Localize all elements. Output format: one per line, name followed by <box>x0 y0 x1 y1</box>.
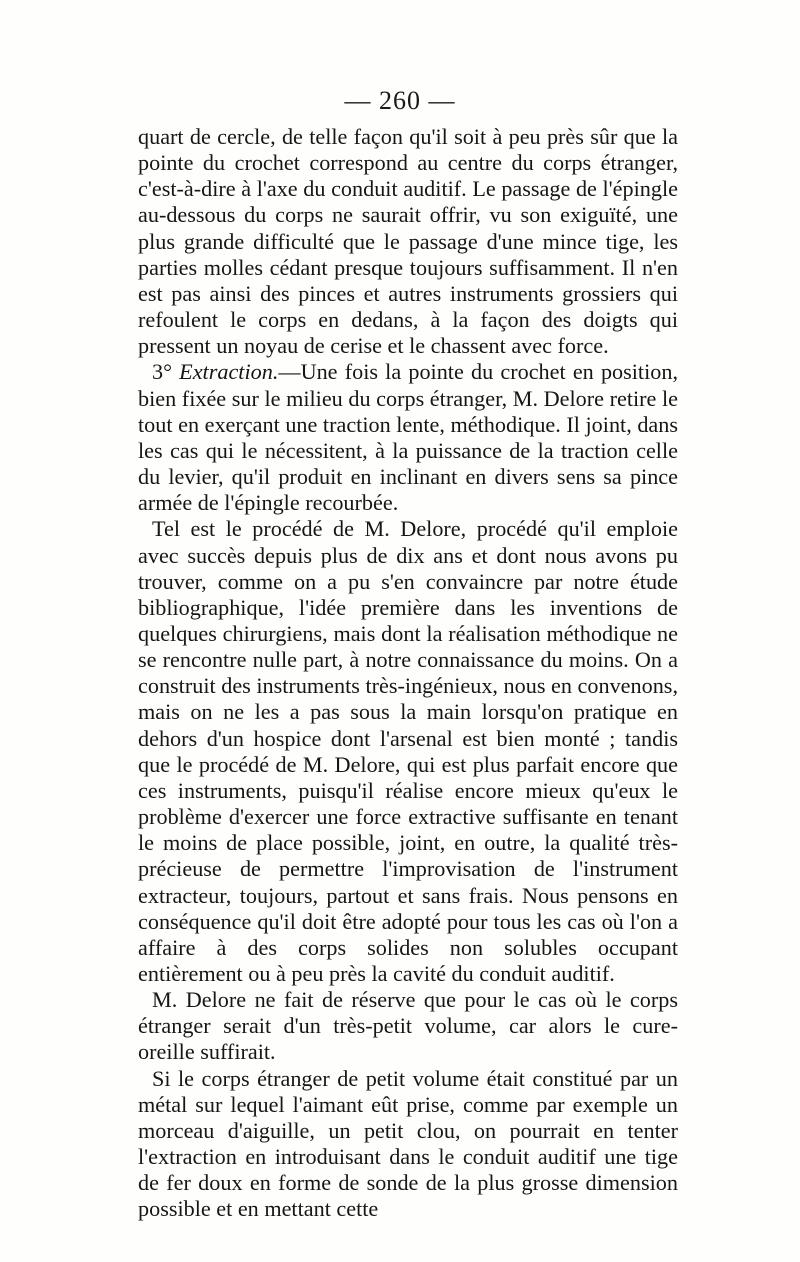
paragraph-continuation: quart de cercle, de telle façon qu'il soit à peu près sûr que la pointe du crochet correspond au centre du corps étranger, c'est-à-dire à l'axe du conduit auditif. Le passage de l'épingle au-dessous du corps ne saurait offrir, vu son exiguïté, une plus grande difficulté que le passage d'une mince tige, les parties molles cédant presque toujours suffisamment. Il n'en est pas ainsi des pinces et autres instruments grossiers qui refoulent le corps en dedans, à la façon des doigts qui pressent un noyau de cerise et le chassent avec force. <box>138 124 678 359</box>
section-text: —Une fois la pointe du crochet en position, bien fixée sur le milieu du corps étranger, M. Delore retire le tout en exerçant une traction lente, méthodique. Il joint, dans les cas qui le nécessitent, à la puissance de la traction celle du levier, qu'il produit en inclinant en divers sens sa pince armée de l'épingle recourbée. <box>138 359 678 516</box>
paragraph-magnet: Si le corps étranger de petit volume était constitué par un métal sur lequel l'aimant eût prise, comme par exemple un morceau d'aiguille, un petit clou, on pourrait en tenter l'extraction en introduisant dans le conduit auditif une tige de fer doux en forme de sonde de la plus grosse dimension possible et en mettant cette <box>138 1065 678 1222</box>
body-text <box>138 124 678 1223</box>
section-number: 3° <box>152 359 172 385</box>
paragraph-reserve: M. Delore ne fait de réserve que pour le cas où le corps étranger serait d'un très-petit volume, car alors le cure-oreille suffirait. <box>138 987 678 1065</box>
paragraph-extraction <box>138 359 678 516</box>
section-heading: Extraction. <box>179 359 279 385</box>
paragraph-procedure: Tel est le procédé de M. Delore, procédé qu'il emploie avec succès depuis plus de dix ans et dont nous avons pu trouver, comme on a pu s'en convaincre par notre étude bibliographique, l'idée première dans les inventions de quelques chirurgiens, mais dont la réalisation méthodique ne se rencontre nulle part, à notre connaissance du moins. On a construit des instruments très-ingénieux, nous en convenons, mais on ne les a pas sous la main lorsqu'on pratique en dehors d'un hospice dont l'arsenal est bien monté ; tandis que le procédé de M. Delore, qui est plus parfait encore que ces instruments, puisqu'il réalise encore mieux qu'eux le problème d'exercer une force extractive suffisante en tenant le moins de place possible, joint, en outre, la qualité très-précieuse de permettre l'improvisation de l'instrument extracteur, toujours, partout et sans frais. Nous pensons en conséquence qu'il doit être adopté pour tous les cas où l'on a affaire à des corps solides non solubles occupant entièrement ou à peu près la cavité du conduit auditif. <box>138 516 678 986</box>
page-number: — 260 — <box>344 86 456 115</box>
